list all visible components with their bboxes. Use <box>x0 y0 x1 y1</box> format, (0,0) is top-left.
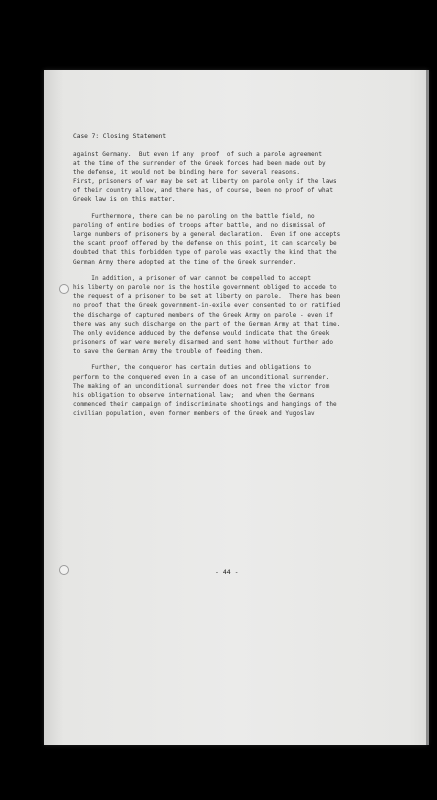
page-edge <box>426 70 429 745</box>
paragraph <box>73 150 373 205</box>
text-line: to save the German Army the trouble of feeding them. <box>73 347 264 355</box>
text-line: commenced their campaign of indiscriminate shootings and hangings of the <box>73 400 337 408</box>
text-line: there was any such discharge on the part of the German Army at that time. <box>73 320 341 328</box>
text-line: prisoners of war were merely disarmed and sent home without further ado <box>73 338 334 346</box>
text-line: Furthermore, there can be no paroling on the battle field, no <box>73 213 315 221</box>
document-body <box>73 150 373 426</box>
text-line: his obligation to observe international law; and when the Germans <box>73 391 315 399</box>
text-line: First, prisoners of war may be set at liberty on parole only if the laws <box>73 178 337 186</box>
punch-hole <box>59 565 69 575</box>
text-line: perform to the conquered even in a case of an unconditional surrender. <box>73 373 330 381</box>
text-line: German Army there adopted at the time of the Greek surrender. <box>73 258 297 266</box>
text-line: Further, the conqueror has certain duties and obligations to <box>73 364 312 372</box>
text-line: large numbers of prisoners by a general declaration. Even if one accepts <box>73 231 341 239</box>
text-line: paroling of entire bodies of troops after battle, and no dismissal of <box>73 222 326 230</box>
text-line: civilian population, even former members of the Greek and Yugoslav <box>73 409 315 417</box>
text-line: at the time of the surrender of the Greek forces had been made out by <box>73 160 326 168</box>
text-line: The making of an unconditional surrender does not free the victor from <box>73 382 330 390</box>
text-line: no proof that the Greek government-in-exile ever consented to or ratified <box>73 302 341 310</box>
paragraph <box>73 212 373 267</box>
document-header: Case 7: Closing Statement <box>73 133 167 140</box>
paragraph <box>73 363 373 418</box>
text-line: the defense, it would not be binding here for several reasons. <box>73 169 301 177</box>
punch-hole <box>59 284 69 294</box>
text-line: doubted that this forbidden type of parole was exactly the kind that the <box>73 249 337 257</box>
paragraph <box>73 274 373 356</box>
text-line: the request of a prisoner to be set at liberty on parole. There has been <box>73 293 341 301</box>
text-line: The only evidence adduced by the defense would indicate that the Greek <box>73 329 330 337</box>
text-line: the discharge of captured members of the Greek Army on parole - even if <box>73 311 334 319</box>
text-line: the scant proof offered by the defense on this point, it can scarcely be <box>73 240 337 248</box>
text-line: Greek law is on this matter. <box>73 196 176 204</box>
page-number: - 44 - <box>215 568 239 576</box>
text-line: his liberty on parole nor is the hostile government obliged to accede to <box>73 284 337 292</box>
text-line: In addition, a prisoner of war cannot be compelled to accept <box>73 275 312 283</box>
text-line: against Germany. But even if any proof of such a parole agreement <box>73 151 323 158</box>
text-line: of their country allow, and there has, of course, been no proof of what <box>73 187 334 195</box>
